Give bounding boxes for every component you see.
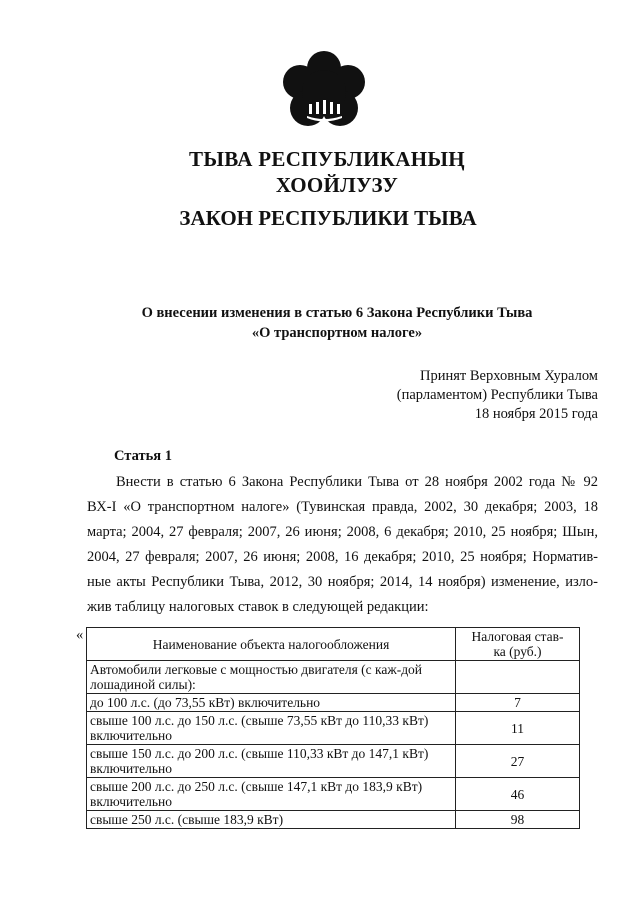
tax-rate-table bbox=[86, 627, 580, 829]
row-name: до 100 л.с. (до 73,55 кВт) включительно bbox=[87, 694, 456, 712]
title-tyvan-line1: ТЫВА РЕСПУБЛИКАНЫҢ bbox=[189, 147, 465, 171]
table-row bbox=[87, 778, 580, 811]
document-title-tyvan bbox=[0, 146, 640, 198]
table-row bbox=[87, 661, 580, 694]
paragraph-line: марта; 2004, 27 февраля; 2007, 26 июня; 2008, 6 декабря; 2010, 25 ноября; Шын, bbox=[87, 524, 598, 540]
row-name: свыше 100 л.с. до 150 л.с. (свыше 73,55 кВт до 110,33 кВт) включительно bbox=[87, 712, 456, 745]
row-rate bbox=[456, 661, 580, 694]
row-rate: 27 bbox=[456, 745, 580, 778]
title-tyvan-line2: ХООЙЛУЗУ bbox=[275, 173, 399, 197]
paragraph-line: ные акты Республики Тыва, 2012, 30 ноября; 2014, 14 ноября) изменение, изло- bbox=[87, 574, 598, 590]
rate-header-line1: Налоговая став- bbox=[471, 629, 564, 644]
law-subject bbox=[0, 303, 640, 343]
column-header-name: Наименование объекта налогообложения bbox=[87, 628, 456, 661]
paragraph-line: Внести в статью 6 Закона Республики Тыва от 28 ноября 2002 года № 92 bbox=[116, 474, 598, 490]
adoption-note bbox=[397, 367, 598, 424]
row-rate: 46 bbox=[456, 778, 580, 811]
row-rate: 98 bbox=[456, 811, 580, 829]
row-name: Автомобили легковые с мощностью двигателя (с каж-дой лошадиной силы): bbox=[87, 661, 456, 694]
document-title-russian: ЗАКОН РЕСПУБЛИКИ ТЫВА bbox=[179, 206, 477, 230]
row-name: свыше 200 л.с. до 250 л.с. (свыше 147,1 кВт до 183,9 кВт) включительно bbox=[87, 778, 456, 811]
adopted-line2: (парламентом) Республики Тыва bbox=[396, 387, 598, 403]
subject-line2: «О транспортном налоге» bbox=[251, 325, 423, 341]
table-row bbox=[87, 811, 580, 829]
paragraph-line: 2004, 27 февраля; 2007, 26 июня; 2008, 16 декабря; 2010, 25 ноября; Норматив- bbox=[87, 549, 598, 565]
table-row bbox=[87, 712, 580, 745]
table-row bbox=[87, 694, 580, 712]
row-rate: 7 bbox=[456, 694, 580, 712]
adopted-line1: Принят Верховным Хуралом bbox=[420, 368, 598, 384]
table-header-row bbox=[87, 628, 580, 661]
row-name: свыше 150 л.с. до 200 л.с. (свыше 110,33 кВт до 147,1 кВт) включительно bbox=[87, 745, 456, 778]
article-paragraph bbox=[87, 470, 598, 620]
table-row bbox=[87, 745, 580, 778]
row-rate: 11 bbox=[456, 712, 580, 745]
subject-line1: О внесении изменения в статью 6 Закона Республики Тыва bbox=[141, 305, 533, 321]
emblem-icon bbox=[276, 50, 372, 134]
column-header-rate bbox=[456, 628, 580, 661]
rate-header-line2: ка (руб.) bbox=[493, 644, 542, 659]
adopted-date: 18 ноября 2015 года bbox=[474, 406, 598, 422]
row-name: свыше 250 л.с. (свыше 183,9 кВт) bbox=[87, 811, 456, 829]
opening-quote: « bbox=[76, 627, 84, 643]
article-heading: Статья 1 bbox=[114, 448, 172, 464]
paragraph-line: жив таблицу налоговых ставок в следующей редакции: bbox=[87, 599, 429, 615]
paragraph-line: ВХ-I «О транспортном налоге» (Тувинская правда, 2002, 30 декабря; 2003, 18 bbox=[87, 499, 598, 515]
